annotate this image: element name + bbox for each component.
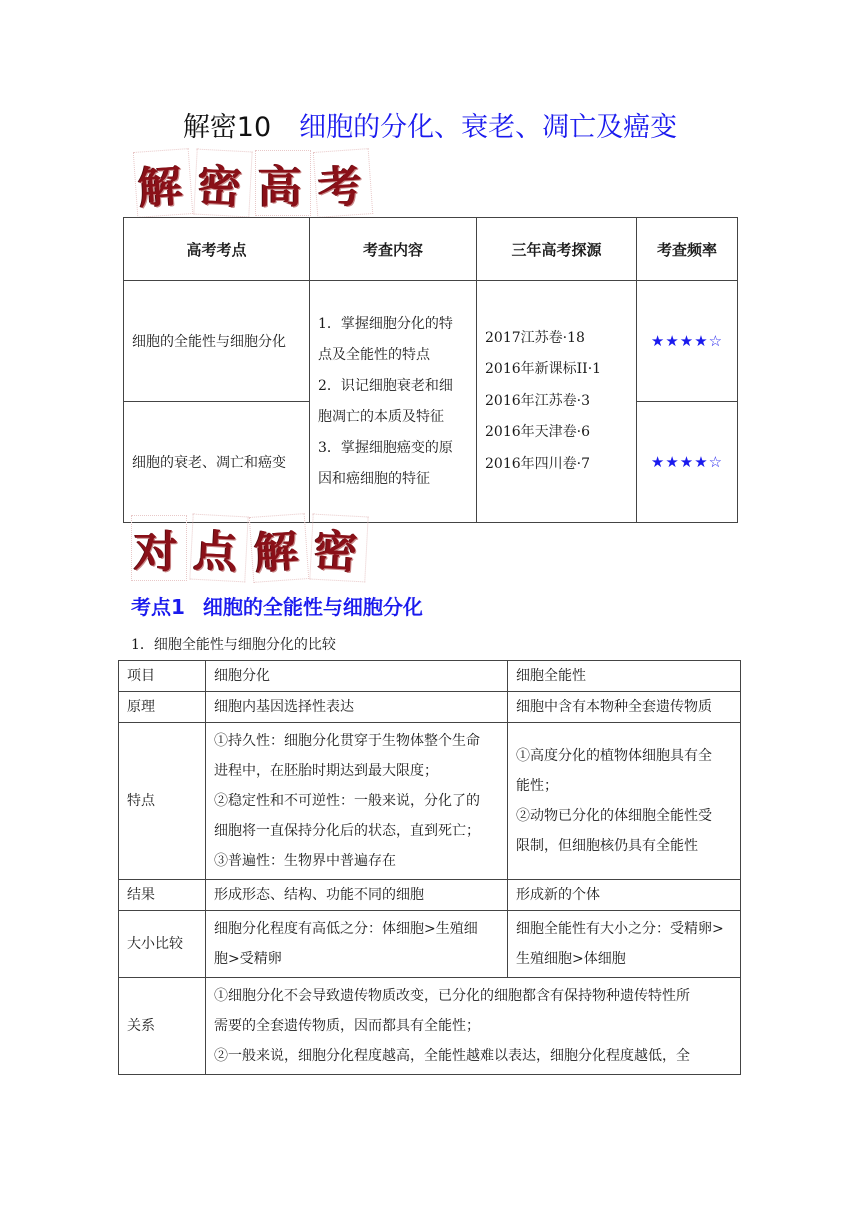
- table-row: [119, 911, 741, 978]
- banner-char: 高: [255, 150, 311, 216]
- banner-char: 密: [193, 149, 252, 218]
- table-cell: [508, 911, 741, 978]
- cell-line: ③普遍性：生物界中普遍存在: [214, 853, 396, 869]
- content-line: 2．识记细胞衰老和细: [318, 377, 453, 394]
- banner-char: 解: [249, 513, 309, 583]
- table-cell: 项目: [119, 661, 206, 692]
- comparison-table: [118, 660, 741, 1075]
- title-topic: 细胞的分化、衰老、凋亡及癌变: [299, 112, 678, 143]
- cell-line: 细胞将一直保持分化后的状态，直到死亡；: [214, 823, 480, 839]
- cell-line: 胞>受精卵: [214, 951, 282, 967]
- banner-decode-exam: [135, 156, 375, 215]
- section-number: 考点1: [131, 595, 185, 619]
- table-header: 考查内容: [310, 218, 477, 281]
- overview-table: [123, 217, 738, 523]
- source-line: 2016年四川卷·7: [485, 455, 590, 472]
- table-row: [119, 880, 741, 911]
- cell-line: ②一般来说，细胞分化程度越高，全能性越难以表达，细胞分化程度越低，全: [214, 1048, 690, 1064]
- content-line: 3．掌握细胞癌变的原: [318, 439, 453, 456]
- table-cell: [206, 978, 741, 1075]
- cell-line: 细胞分化程度有高低之分：体细胞>生殖细: [214, 921, 478, 937]
- title-prefix: 解密10: [182, 112, 272, 143]
- exam-sources: [477, 281, 637, 523]
- banner-char: 对: [131, 515, 187, 581]
- cell-line: ①高度分化的植物体细胞具有全: [516, 748, 712, 764]
- source-line: 2016年新课标II·1: [485, 361, 602, 378]
- table-row: [119, 692, 741, 723]
- section-heading: [131, 591, 423, 620]
- table-cell: 大小比较: [119, 911, 206, 978]
- subheading: 1．细胞全能性与细胞分化的比较: [131, 637, 336, 653]
- table-row: [119, 723, 741, 880]
- content-line: 1．掌握细胞分化的特: [318, 315, 453, 332]
- banner-char: 点: [189, 514, 248, 583]
- table-header: 高考考点: [124, 218, 310, 281]
- banner-char: 解: [133, 148, 193, 218]
- cell-line: ②动物已分化的体细胞全能性受: [516, 808, 712, 824]
- table-cell: 细胞分化: [206, 661, 508, 692]
- cell-line: ②稳定性和不可逆性：一般来说，分化了的: [214, 793, 480, 809]
- table-cell: 原理: [119, 692, 206, 723]
- table-header: 考查频率: [637, 218, 738, 281]
- table-row: [119, 661, 741, 692]
- source-line: 2017江苏卷·18: [485, 329, 585, 346]
- exam-point: 细胞的衰老、凋亡和癌变: [124, 402, 310, 523]
- page-title: [0, 110, 860, 146]
- table-cell: [508, 723, 741, 880]
- table-cell: 特点: [119, 723, 206, 880]
- table-header: 三年高考探源: [477, 218, 637, 281]
- table-cell: 细胞全能性: [508, 661, 741, 692]
- frequency-rating: ★★★★☆: [637, 281, 738, 402]
- source-line: 2016年江苏卷·3: [485, 392, 590, 409]
- exam-point: 细胞的全能性与细胞分化: [124, 281, 310, 402]
- table-cell: 细胞中含有本物种全套遗传物质: [508, 692, 741, 723]
- cell-line: ①持久性：细胞分化贯穿于生物体整个生命: [214, 733, 480, 749]
- cell-line: ①细胞分化不会导致遗传物质改变，已分化的细胞都含有保持物种遗传特性所: [214, 988, 690, 1004]
- banner-point-decode: [131, 521, 371, 580]
- cell-line: 生殖细胞>体细胞: [516, 951, 626, 967]
- content-line: 因和癌细胞的特征: [318, 470, 430, 487]
- table-cell: 形成形态、结构、功能不同的细胞: [206, 880, 508, 911]
- content-line: 胞凋亡的本质及特征: [318, 408, 444, 425]
- frequency-rating: ★★★★☆: [637, 402, 738, 523]
- table-row: [119, 978, 741, 1075]
- cell-line: 限制，但细胞核仍具有全能性: [516, 838, 698, 854]
- table-cell: [206, 723, 508, 880]
- exam-content: [310, 281, 477, 523]
- source-line: 2016年天津卷·6: [485, 424, 590, 441]
- banner-char: 密: [309, 514, 368, 583]
- content-line: 点及全能性的特点: [318, 346, 430, 363]
- table-cell: 形成新的个体: [508, 880, 741, 911]
- section-label: 细胞的全能性与细胞分化: [202, 595, 423, 619]
- table-cell: 关系: [119, 978, 206, 1075]
- banner-char: 考: [313, 148, 373, 218]
- table-cell: 细胞内基因选择性表达: [206, 692, 508, 723]
- cell-line: 进程中，在胚胎时期达到最大限度；: [214, 763, 438, 779]
- table-cell: 结果: [119, 880, 206, 911]
- table-cell: [206, 911, 508, 978]
- cell-line: 能性；: [516, 778, 558, 794]
- cell-line: 细胞全能性有大小之分：受精卵>: [516, 921, 724, 937]
- cell-line: 需要的全套遗传物质，因而都具有全能性；: [214, 1018, 480, 1034]
